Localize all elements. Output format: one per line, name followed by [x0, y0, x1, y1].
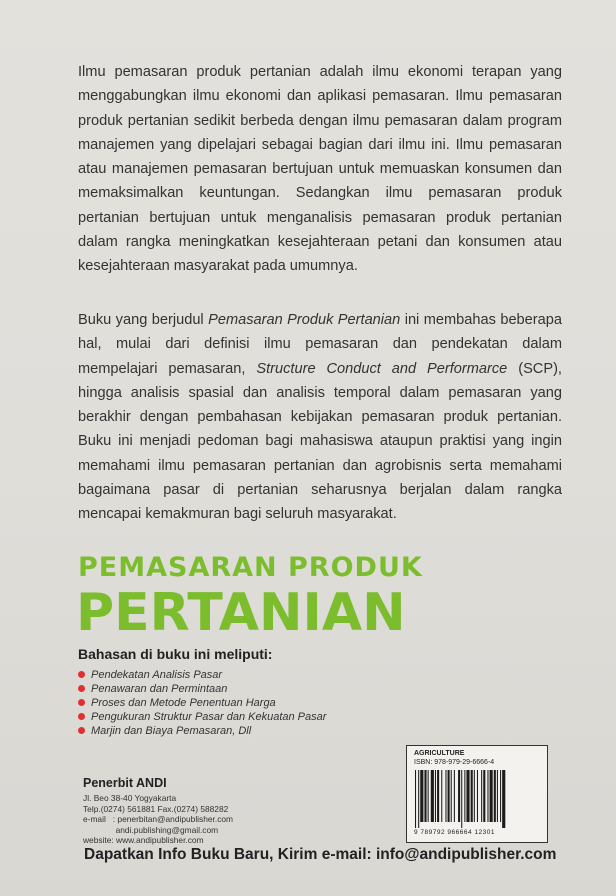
- publisher-info: [83, 776, 233, 846]
- topic-item: [78, 668, 326, 682]
- description-text-3: (SCP), hingga analisis spasial dan analisis temporal dalam pemasaran yang berakhir dengan pembahasan kebijakan pemasaran produk pertanian. Buku ini menjadi pedoman bagi mahasiswa ataupun praktisi yang ingin memahami ilmu pemasaran pertanian dan agrobisnis serta memahami bagaimana pasar di pertanian seharusnya berjalan dalam rangka mencapai kemakmuran bagi seluruh masyarakat.: [78, 360, 562, 523]
- book-title-line1: PEMASARAN PRODUK: [78, 552, 423, 583]
- topic-label: Penawaran dan Permintaan: [91, 683, 228, 695]
- bullet-icon: [78, 671, 85, 678]
- barcode-category: AGRICULTURE: [414, 750, 465, 757]
- scp-italic: Structure Conduct and Performarce: [256, 360, 508, 377]
- bullet-icon: [78, 699, 85, 706]
- publisher-email-alt: andi.publishing@gmail.com: [83, 824, 219, 835]
- topics-list: [78, 668, 326, 738]
- book-title-line2: PERTANIAN: [76, 583, 406, 643]
- topics-heading: Bahasan di buku ini meliputi:: [78, 646, 273, 662]
- publisher-email: e-mail : penerbitan@andipublisher.com: [83, 814, 234, 825]
- publisher-website: website: www.andipublisher.com: [83, 835, 204, 846]
- topic-label: Pendekatan Analisis Pasar: [91, 669, 223, 681]
- book-title-italic: Pemasaran Produk Pertanian: [208, 312, 401, 328]
- bullet-icon: [78, 713, 85, 720]
- barcode-number: 9 789792 966664 12301: [414, 829, 495, 836]
- barcode-icon: [413, 770, 541, 828]
- publisher-phone: Telp.(0274) 561881 Fax.(0274) 588282: [83, 803, 229, 814]
- publisher-name: Penerbit ANDI: [83, 776, 167, 790]
- topic-label: Proses dan Metode Penentuan Harga: [91, 697, 276, 709]
- publisher-address: Jl. Beo 38-40 Yogyakarta: [83, 793, 177, 803]
- topic-label: Marjin dan Biaya Pemasaran, Dll: [91, 725, 252, 737]
- description-text-1: Buku yang berjudul: [78, 312, 209, 328]
- description-paragraph: [78, 308, 562, 527]
- topic-label: Pengukuran Struktur Pasar dan Kekuatan Pasar: [91, 711, 327, 723]
- footer-info: Dapatkan Info Buku Baru, Kirim e-mail: info@andipublisher.com: [84, 846, 557, 863]
- intro-paragraph: Ilmu pemasaran produk pertanian adalah ilmu ekonomi terapan yang menggabungkan ilmu ekonomi dan aplikasi pemasaran. Ilmu pemasaran produk pertanian sedikit berbeda dengan ilmu pemasaran dalam program manajemen yang dipelajari sebagai bagian dari ilmu ini. Ilmu pemasaran atau manajemen pemasaran bertujuan untuk memuaskan konsumen dan memaksimalkan keuntungan. Sedangkan ilmu pemasaran produk pertanian bertujuan untuk menganalisis pemasaran produk pertanian dalam rangka meningkatkan kesejahteraan petani dan konsumen atau kesejahteraan masyarakat pada umumnya.: [78, 64, 562, 275]
- bullet-icon: [78, 727, 85, 734]
- barcode-box: [406, 745, 548, 843]
- bullet-icon: [78, 685, 85, 692]
- description-text-2: ini membahas beberapa hal, mulai dari definisi ilmu pemasaran dan pendekatan dalam mempelajari pemasaran,: [78, 312, 563, 377]
- topic-item: [78, 682, 326, 696]
- topic-item: [78, 696, 326, 710]
- barcode-isbn: ISBN: 978-979-29-6666-4: [414, 759, 495, 766]
- topic-item: [78, 710, 326, 724]
- topic-item: [78, 724, 326, 738]
